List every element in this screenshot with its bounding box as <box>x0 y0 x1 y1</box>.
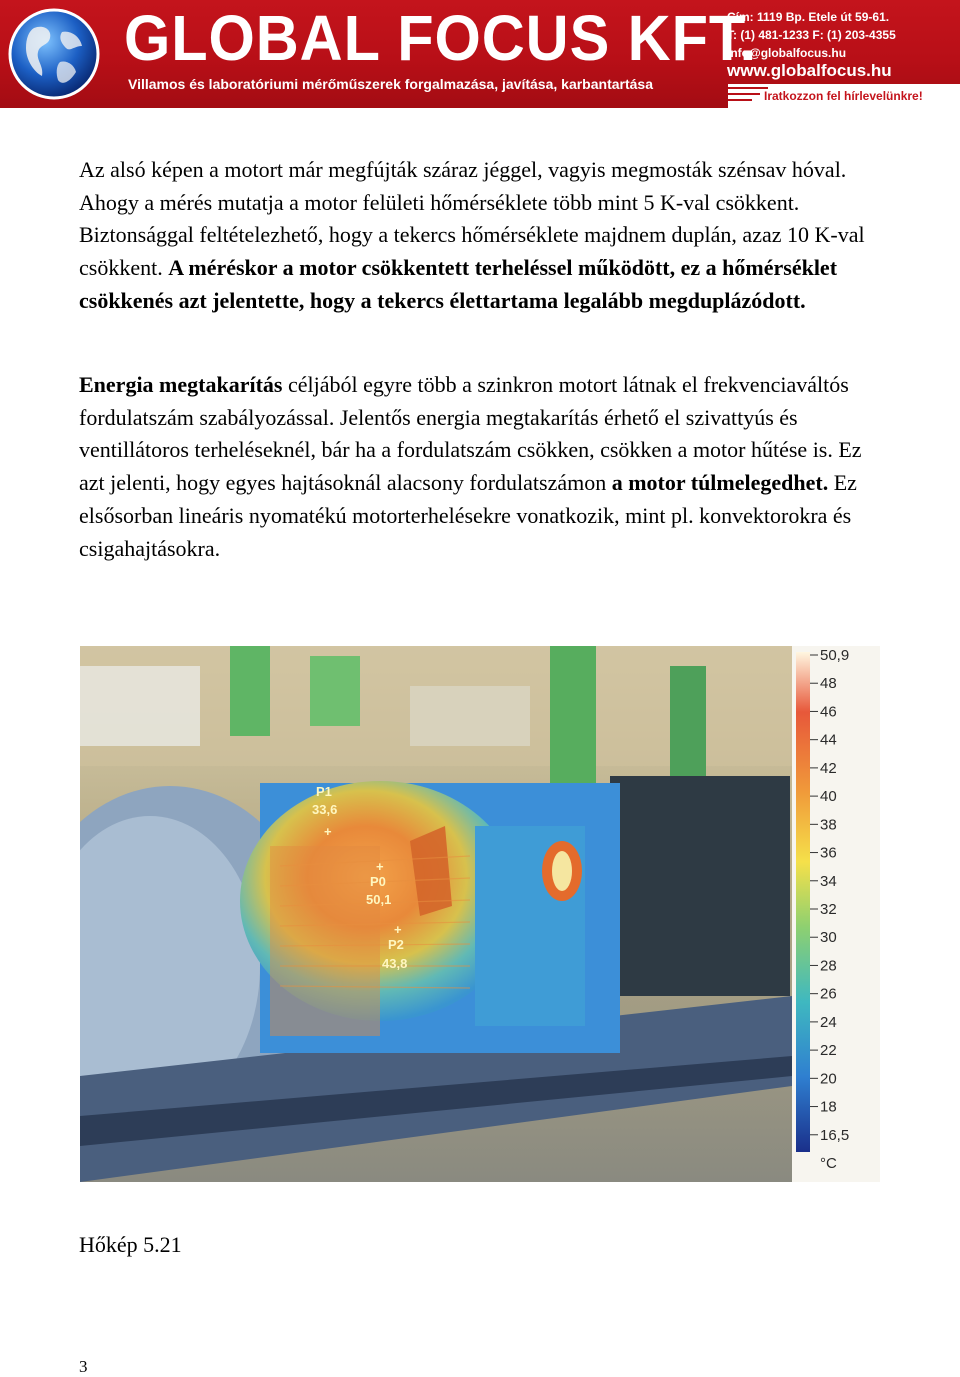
marker-p0-label: P0 <box>370 874 386 889</box>
newsletter-signup[interactable] <box>728 84 960 108</box>
scale-label: 44 <box>820 731 837 749</box>
paragraph1-text: Az alsó képen a motort már megfújták száraz jéggel, vagyis megmosták szénsav hóval. Ahogy a mérés mutatja a motor felületi hőmérséklete több mint 5 K-val csökkent. Biztonsággal feltételezhető, hogy a tekercs hőmérséklete majdnem duplán, azaz 10 K-val csökkent. <box>79 157 865 281</box>
scale-label: 34 <box>820 872 837 890</box>
scale-label: 24 <box>820 1013 837 1031</box>
phone-fax: T: (1) 481-1233 F: (1) 203-4355 <box>727 28 896 42</box>
temperature-scale-bar <box>796 652 810 1152</box>
paragraph2-bold-lead: Energia megtakarítás <box>79 372 283 397</box>
scale-label: 32 <box>820 901 837 918</box>
paragraph-energy-saving <box>79 369 879 565</box>
email-link[interactable]: info@globalfocus.hu <box>727 46 847 60</box>
paragraph1-bold: A méréskor a motor csökkentett terheléssel működött, ez a hőmérséklet csökkenés azt jelentette, hogy a tekercs élettartama legalább megduplázódott. <box>79 255 838 313</box>
scale-label: 22 <box>820 1042 837 1060</box>
paragraph2-text1: céljából egyre több a szinkron motort látnak el frekvenciaváltós fordulatszám szabályozással. Jelentős energia megtakarítás érhető el szivattyús és ventillátoros terheléseknél, bár ha a fordulatszám csökken, csökken a motor hűtése is. Ez azt jelenti, hogy egyes hajtásoknál alacsony fordulatszámon <box>79 372 862 496</box>
scale-label: 36 <box>820 844 837 862</box>
scale-unit: °C <box>820 1155 837 1172</box>
marker-p2-value: 43,8 <box>382 956 408 971</box>
thermal-image <box>80 646 880 1182</box>
scale-label: 38 <box>820 816 837 834</box>
scale-label: 28 <box>820 957 837 975</box>
paragraph2-text2: Ez elsősorban lineáris nyomatékú motorterhelésekre vonatkozik, mint pl. konvektorokra és csigahajtásokra. <box>79 470 857 561</box>
scale-label: 16,5 <box>820 1126 850 1144</box>
scale-label: 48 <box>820 675 837 693</box>
newsletter-label[interactable]: Iratkozzon fel hírlevelünkre! <box>764 89 923 103</box>
company-name: GLOBAL FOCUS KFT. <box>124 2 758 74</box>
marker-p1-label: P1 <box>316 784 332 799</box>
scale-label: 20 <box>820 1070 837 1088</box>
company-tagline: Villamos és laboratóriumi mérőműszerek forgalmazása, javítása, karbantartása <box>128 76 653 92</box>
scale-label: 18 <box>820 1098 837 1116</box>
svg-text:+: + <box>324 824 332 839</box>
marker-p2-label: P2 <box>388 937 404 952</box>
svg-text:+: + <box>376 859 384 874</box>
svg-text:+: + <box>394 922 402 937</box>
image-caption: Hőkép 5.21 <box>79 1232 182 1257</box>
paragraph2-bold-warning: a motor túlmelegedhet. <box>611 470 829 496</box>
contact-block <box>727 8 896 82</box>
scale-label: 26 <box>820 985 837 1003</box>
marker-p1-value: 33,6 <box>312 802 338 817</box>
scale-label: 46 <box>820 703 837 721</box>
address: Cím: 1119 Bp. Etele út 59-61. <box>727 10 890 24</box>
scale-label: 50,9 <box>820 647 850 664</box>
marker-p0-value: 50,1 <box>366 892 392 907</box>
page-number: 3 <box>79 1357 88 1376</box>
scale-label: 30 <box>820 929 837 947</box>
paragraph-dry-ice <box>79 154 879 318</box>
header-banner <box>0 0 960 108</box>
scale-label: 42 <box>820 759 837 777</box>
globe-logo-icon <box>4 6 104 102</box>
website-link[interactable]: www.globalfocus.hu <box>727 61 892 80</box>
scale-label: 40 <box>820 788 837 806</box>
